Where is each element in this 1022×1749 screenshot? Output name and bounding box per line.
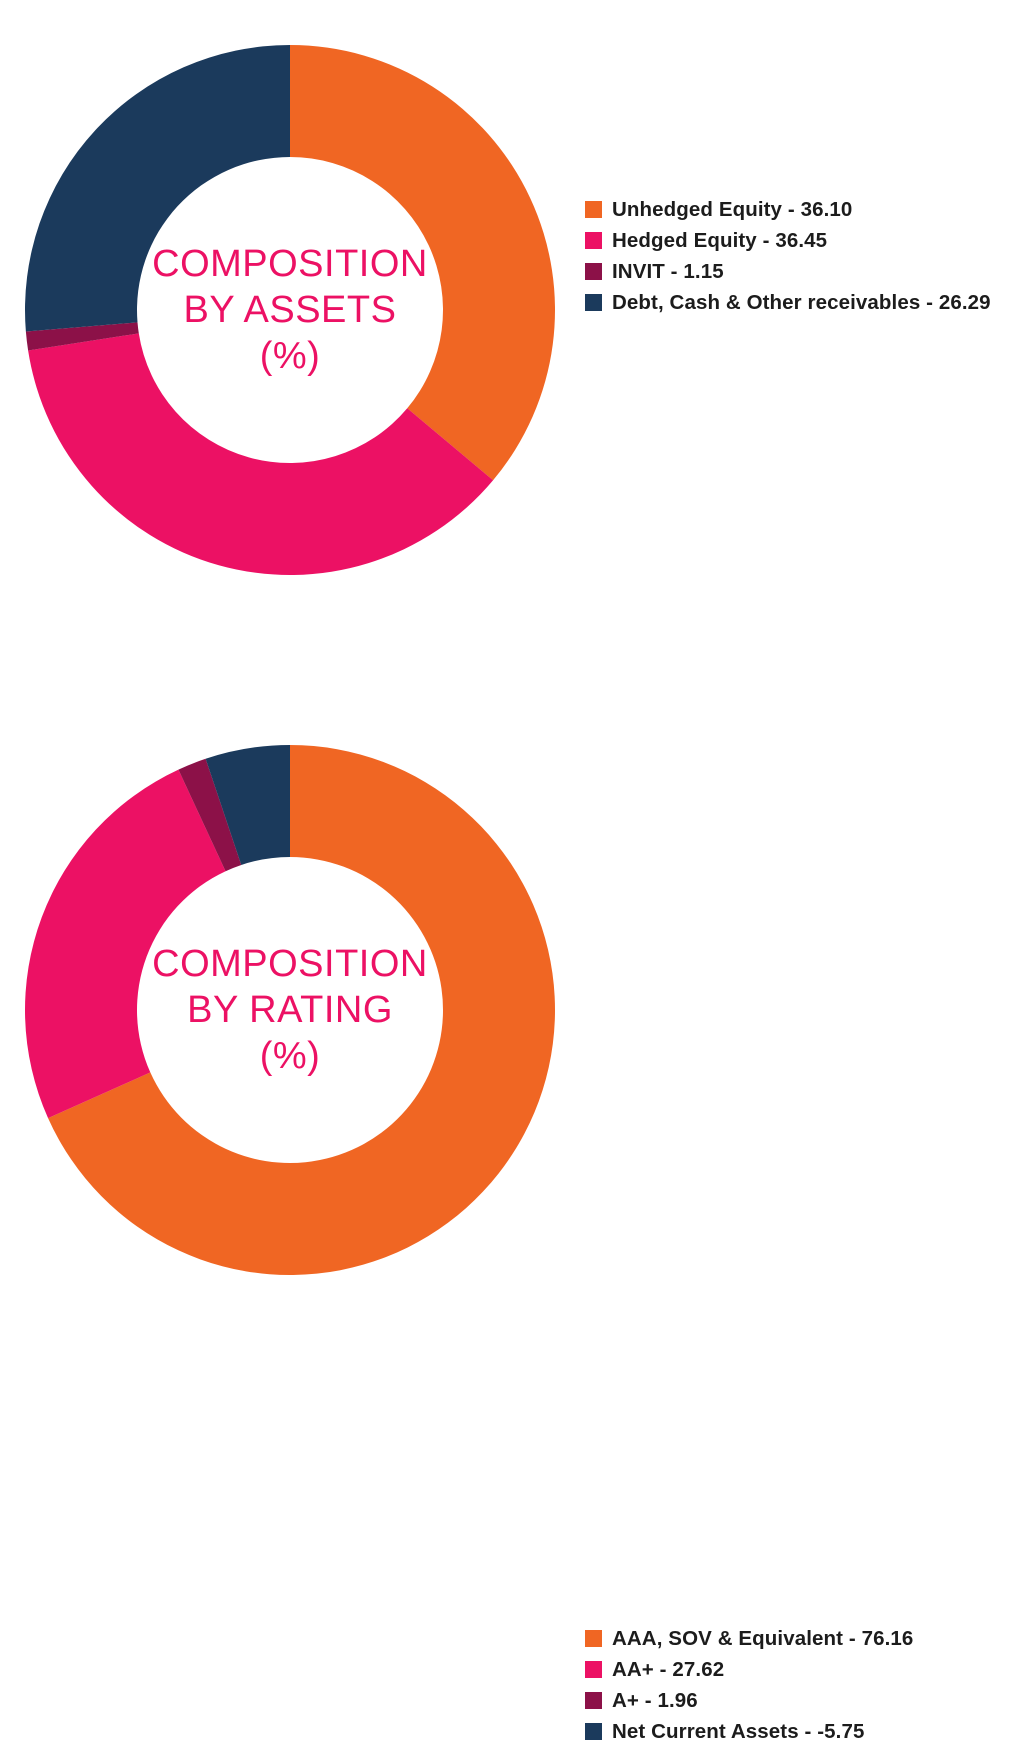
composition-by-rating-chart xyxy=(0,700,1022,1743)
donut-slice xyxy=(25,45,290,331)
rating-legend xyxy=(585,1625,1015,1749)
rating-title-line-2: BY RATING xyxy=(187,989,393,1031)
legend-label: Hedged Equity - 36.45 xyxy=(612,229,828,252)
rating-donut xyxy=(10,720,570,1300)
donut-slice xyxy=(290,45,555,480)
assets-donut xyxy=(10,20,570,600)
legend-swatch-icon xyxy=(585,201,602,218)
rating-donut-svg xyxy=(10,720,570,1300)
legend-swatch-icon xyxy=(585,232,602,249)
legend-item xyxy=(585,1625,1015,1653)
legend-item xyxy=(585,258,1015,286)
legend-label: Unhedged Equity - 36.10 xyxy=(612,198,853,221)
legend-swatch-icon xyxy=(585,1630,602,1647)
legend-item xyxy=(585,1656,1015,1684)
composition-by-assets-chart xyxy=(0,0,1022,620)
legend-swatch-icon xyxy=(585,1661,602,1678)
legend-item xyxy=(585,289,1015,317)
legend-swatch-icon xyxy=(585,1723,602,1740)
legend-swatch-icon xyxy=(585,1692,602,1709)
assets-donut-svg xyxy=(10,20,570,600)
legend-swatch-icon xyxy=(585,263,602,280)
donut-slice xyxy=(25,770,226,1118)
legend-item xyxy=(585,1687,1015,1715)
legend-label: Net Current Assets - -5.75 xyxy=(612,1720,865,1743)
rating-title-line-1: COMPOSITION xyxy=(152,943,428,985)
legend-item xyxy=(585,227,1015,255)
legend-item xyxy=(585,196,1015,224)
legend-label: AAA, SOV & Equivalent - 76.16 xyxy=(612,1627,914,1650)
assets-title-line-1: COMPOSITION xyxy=(152,243,428,285)
assets-title-line-2: BY ASSETS xyxy=(183,289,397,331)
legend-label: AA+ - 27.62 xyxy=(612,1658,725,1681)
legend-label: Debt, Cash & Other receivables - 26.29 xyxy=(612,291,991,314)
rating-title-line-3: (%) xyxy=(259,1035,321,1077)
legend-swatch-icon xyxy=(585,294,602,311)
assets-legend xyxy=(585,196,1015,320)
legend-label: A+ - 1.96 xyxy=(612,1689,698,1712)
legend-item xyxy=(585,1718,1015,1746)
donut-slice xyxy=(28,333,493,575)
legend-label: INVIT - 1.15 xyxy=(612,260,724,283)
assets-title-line-3: (%) xyxy=(259,335,321,377)
